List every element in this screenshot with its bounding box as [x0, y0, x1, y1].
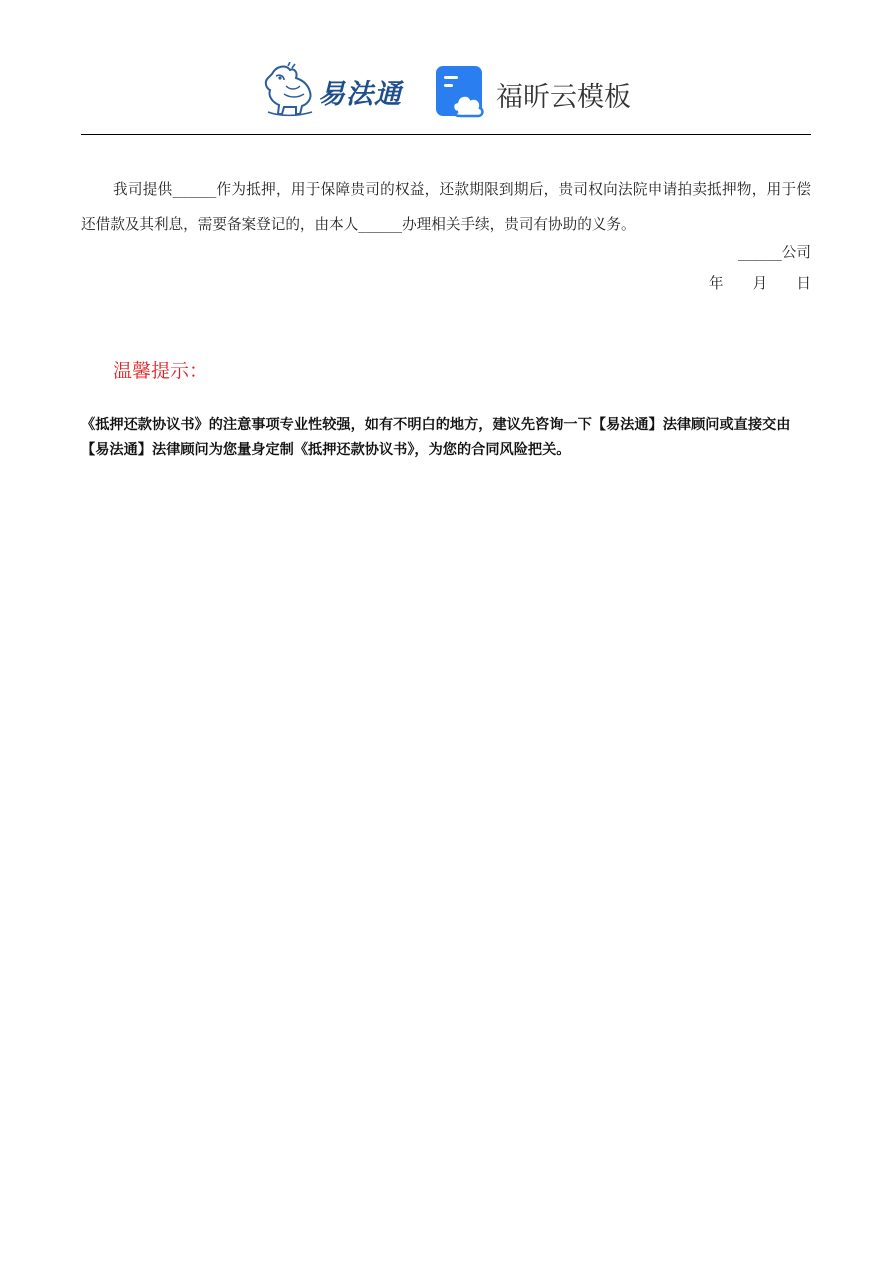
qilin-mascot-icon — [262, 62, 320, 118]
tip-title: 温馨提示： — [113, 360, 209, 382]
foxit-cloud-template-logo — [436, 66, 636, 118]
page-header — [0, 58, 893, 124]
agreement-paragraph: 我司提供______作为抵押，用于保障贵司的权益，还款期限到期后，贵司权向法院申请拍卖抵押物，用于偿还借款及其利息，需要备案登记的，由本人______办理相关手续，贵司有协助的义务。 — [81, 181, 811, 233]
yifatong-logo — [262, 62, 412, 120]
document-cloud-icon — [436, 66, 488, 118]
signature-company: ______公司 — [738, 244, 811, 261]
foxit-cloud-template-text: 福昕云模板 — [496, 82, 631, 113]
yifatong-logo-text: 易法通 — [318, 79, 402, 110]
header-divider — [81, 134, 811, 135]
tip-body: 《抵押还款协议书》的注意事项专业性较强，如有不明白的地方，建议先咨询一下【易法通】法律顾问或直接交由【易法通】法律顾问为您量身定制《抵押还款协议书》，为您的合同风险把关。 — [81, 417, 791, 458]
signature-date: 年 月 日 — [708, 275, 811, 292]
